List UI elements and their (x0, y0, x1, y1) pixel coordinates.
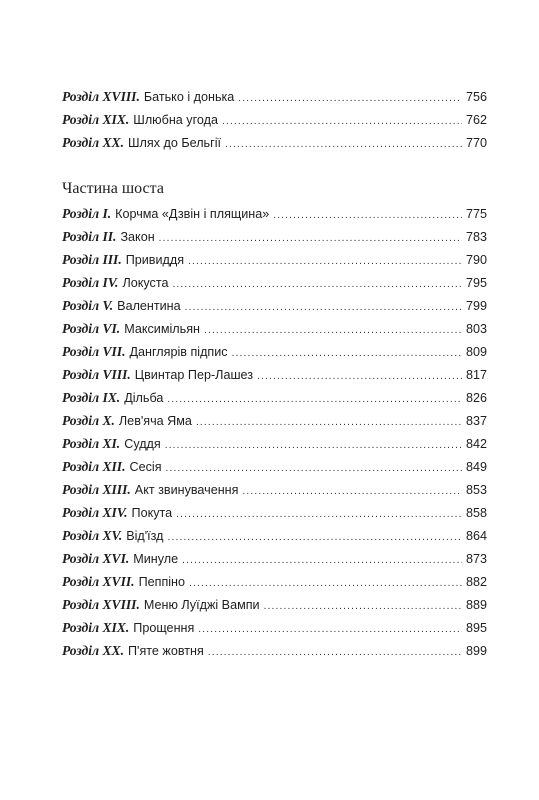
toc-entry[interactable] (62, 273, 487, 293)
page-number: 899 (465, 644, 487, 658)
chapter-label: Розділ I. (62, 206, 112, 221)
dot-leader (264, 597, 462, 617)
page-number: 809 (465, 345, 487, 359)
dot-leader (166, 459, 462, 479)
chapter-title: Минуле (133, 552, 179, 566)
page-number: 762 (465, 113, 487, 127)
page-number: 756 (465, 90, 487, 104)
chapter-label: Розділ XVI. (62, 551, 130, 566)
page-number: 853 (465, 483, 487, 497)
dot-leader (242, 482, 462, 502)
chapter-label: Розділ VII. (62, 344, 126, 359)
chapter-label: Розділ IX. (62, 390, 121, 405)
toc-entry[interactable] (62, 480, 487, 500)
page-number: 795 (465, 276, 487, 290)
dot-leader (208, 643, 462, 663)
chapter-title: Пеппіно (138, 575, 186, 589)
dot-leader (257, 367, 462, 387)
chapter-label: Розділ VIII. (62, 367, 131, 382)
page-number: 837 (465, 414, 487, 428)
toc-entry[interactable] (62, 133, 487, 153)
part-heading: Частина шоста (62, 180, 164, 197)
dot-leader (159, 229, 462, 249)
chapter-label: Розділ X. (62, 413, 115, 428)
page-number: 826 (465, 391, 487, 405)
chapter-title: Від'їзд (126, 529, 164, 543)
toc-entry[interactable] (62, 411, 487, 431)
dot-leader (176, 505, 462, 525)
page-number: 803 (465, 322, 487, 336)
dot-leader (172, 275, 462, 295)
toc-entry[interactable] (62, 457, 487, 477)
chapter-title: Цвинтар Пер-Лашез (134, 368, 254, 382)
page-number: 817 (465, 368, 487, 382)
chapter-title: Данглярів підпис (129, 345, 228, 359)
toc-entry[interactable] (62, 296, 487, 316)
chapter-title: Суддя (124, 437, 161, 451)
toc-entry[interactable] (62, 388, 487, 408)
chapter-label: Розділ XII. (62, 459, 126, 474)
dot-leader (225, 135, 462, 155)
toc-entry[interactable] (62, 526, 487, 546)
chapter-title: Привиддя (125, 253, 185, 267)
dot-leader (182, 551, 462, 571)
dot-leader (168, 528, 462, 548)
chapter-title: Максимільян (124, 322, 200, 336)
dot-leader (238, 89, 462, 109)
page-number: 842 (465, 437, 487, 451)
page-number: 849 (465, 460, 487, 474)
dot-leader (204, 321, 462, 341)
page-number: 858 (465, 506, 487, 520)
chapter-label: Розділ VI. (62, 321, 121, 336)
chapter-label: Розділ XVIII. (62, 89, 140, 104)
chapter-title: Локуста (122, 276, 169, 290)
chapter-title: Шлюбна угода (133, 113, 218, 127)
toc-entry[interactable] (62, 87, 487, 107)
dot-leader (188, 252, 462, 272)
toc-entry[interactable] (62, 227, 487, 247)
page-number: 799 (465, 299, 487, 313)
chapter-title: Шлях до Бельгії (127, 136, 221, 150)
toc-entry[interactable] (62, 204, 487, 224)
chapter-title: Сесія (129, 460, 162, 474)
chapter-label: Розділ XIX. (62, 112, 130, 127)
dot-leader (222, 112, 462, 132)
chapter-title: Меню Луїджі Вампи (143, 598, 260, 612)
dot-leader (198, 620, 462, 640)
toc-entry[interactable] (62, 641, 487, 661)
page-number: 790 (465, 253, 487, 267)
chapter-label: Розділ XIV. (62, 505, 128, 520)
chapter-label: Розділ XX. (62, 643, 124, 658)
page-number: 895 (465, 621, 487, 635)
page-number: 783 (465, 230, 487, 244)
chapter-label: Розділ XIII. (62, 482, 131, 497)
dot-leader (185, 298, 462, 318)
toc-entry[interactable] (62, 365, 487, 385)
page-number: 864 (465, 529, 487, 543)
chapter-title: Прощення (133, 621, 195, 635)
dot-leader (273, 206, 462, 226)
dot-leader (232, 344, 462, 364)
toc-entry[interactable] (62, 572, 487, 592)
dot-leader (165, 436, 462, 456)
chapter-title: Валентина (117, 299, 181, 313)
page-number: 873 (465, 552, 487, 566)
toc-entry[interactable] (62, 342, 487, 362)
chapter-label: Розділ V. (62, 298, 114, 313)
toc-entry[interactable] (62, 110, 487, 130)
toc-entry[interactable] (62, 434, 487, 454)
chapter-title: Лев'яча Яма (118, 414, 192, 428)
chapter-label: Розділ XX. (62, 135, 124, 150)
dot-leader (189, 574, 462, 594)
chapter-title: Покута (131, 506, 173, 520)
chapter-label: Розділ XV. (62, 528, 123, 543)
chapter-label: Розділ XI. (62, 436, 121, 451)
toc-entry[interactable] (62, 595, 487, 615)
chapter-label: Розділ IV. (62, 275, 119, 290)
dot-leader (167, 390, 462, 410)
chapter-title: Корчма «Дзвін і плящина» (115, 207, 270, 221)
page-number: 775 (465, 207, 487, 221)
chapter-label: Розділ XVIII. (62, 597, 140, 612)
chapter-label: Розділ XVII. (62, 574, 135, 589)
chapter-label: Розділ III. (62, 252, 122, 267)
page-number: 889 (465, 598, 487, 612)
toc-entry[interactable] (62, 503, 487, 523)
dot-leader (196, 413, 462, 433)
chapter-title: Батько і донька (143, 90, 235, 104)
chapter-label: Розділ II. (62, 229, 117, 244)
page-number: 882 (465, 575, 487, 589)
chapter-title: Акт звинувачення (134, 483, 239, 497)
page-number: 770 (465, 136, 487, 150)
toc-entry[interactable] (62, 319, 487, 339)
toc-entry[interactable] (62, 618, 487, 638)
toc-entry[interactable] (62, 250, 487, 270)
toc-entry[interactable] (62, 549, 487, 569)
chapter-title: Дільба (124, 391, 164, 405)
chapter-title: Закон (120, 230, 155, 244)
chapter-title: П'яте жовтня (127, 644, 204, 658)
chapter-label: Розділ XIX. (62, 620, 130, 635)
